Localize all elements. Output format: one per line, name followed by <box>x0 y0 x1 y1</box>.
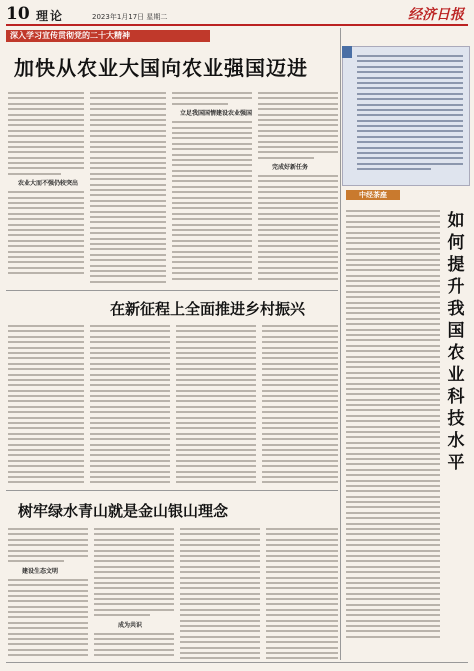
article-1-subhead-3: 完成好新任务 <box>272 164 309 172</box>
section-title: 理论 <box>36 9 65 23</box>
article-2-title: 在新征程上全面推进乡村振兴 <box>110 300 306 318</box>
article-1-col-3 <box>172 92 252 287</box>
article-1-subhead-1: 农业大而不强仍较突出 <box>18 180 79 188</box>
article-3-col-4 <box>266 528 338 660</box>
article-1-col-4 <box>258 92 338 287</box>
article-3-col-3 <box>180 528 260 660</box>
column-tag: 中经茶座 <box>346 190 400 200</box>
article-2-col-3 <box>176 325 256 485</box>
article-2-col-2 <box>90 325 170 485</box>
divider-1 <box>6 290 338 291</box>
article-3-col-2 <box>94 528 174 660</box>
divider-2 <box>6 490 338 491</box>
article-1-col-2 <box>90 92 166 287</box>
article-3-col-1 <box>8 528 88 660</box>
article-2-col-4 <box>262 325 338 485</box>
article-1-subhead-2: 立足我国国情建设农业强国 <box>180 110 252 118</box>
header-rule <box>6 24 468 26</box>
article-3-subhead-1: 建设生态文明 <box>22 567 59 575</box>
topic-banner: 深入学习宣传贯彻党的二十大精神 <box>6 30 210 42</box>
newspaper-logo: 经济日报 <box>408 7 464 23</box>
sidebar-quote-box <box>342 46 470 186</box>
article-1-col-1 <box>8 92 84 287</box>
footer-rule <box>6 662 468 663</box>
article-1-title: 加快从农业大国向农业强国迈进 <box>14 56 308 80</box>
sidebar-vertical-title: 如何提升我国农业科技水平 <box>447 211 465 473</box>
page-number: 10 <box>6 4 30 24</box>
article-2-col-1 <box>8 325 84 485</box>
sidebar-article-body <box>346 210 440 658</box>
sidebar-divider <box>340 28 341 660</box>
article-3-title: 树牢绿水青山就是金山银山理念 <box>18 502 229 520</box>
issue-date: 2023年1月17日 星期二 <box>92 13 168 21</box>
quote-marker-icon <box>342 46 352 58</box>
article-3-subhead-2: 成为共识 <box>118 621 143 629</box>
